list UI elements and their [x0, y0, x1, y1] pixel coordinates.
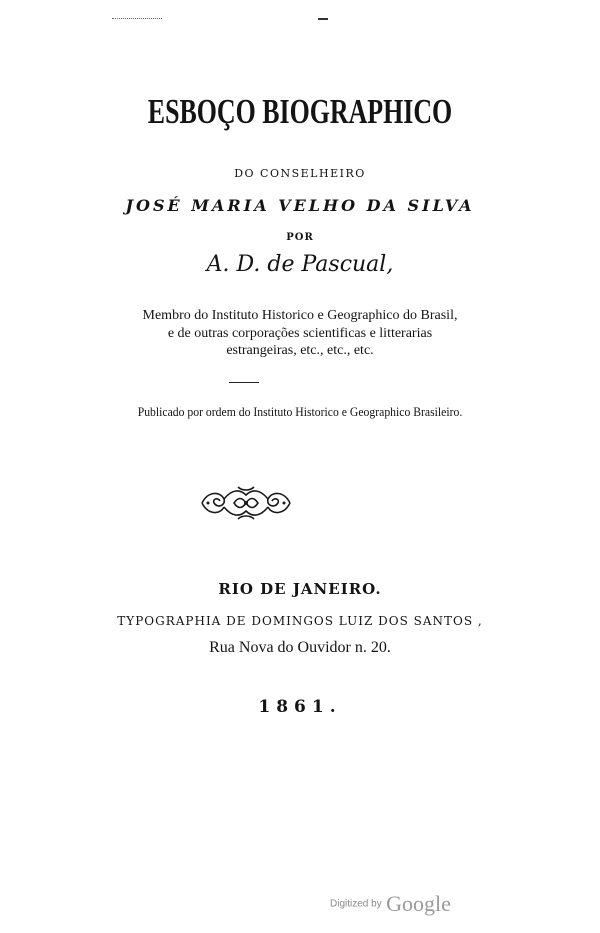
book-title: ESBOÇO BIOGRAPHICO: [147, 92, 453, 131]
credentials-line-3: estrangeiras, etc., etc., etc.: [226, 343, 374, 358]
digitized-watermark: [330, 891, 451, 917]
subject-name: JOSÉ MARIA VELHO DA SILVA: [125, 196, 475, 215]
top-edge-marks: [0, 18, 600, 24]
imprint-printer: TYPOGRAPHIA DE DOMINGOS LUIZ DOS SANTOS ,: [117, 614, 483, 628]
author-name: A. D. de Pascual,: [206, 252, 394, 277]
printer-dots: [112, 18, 162, 19]
imprint-year: 1861.: [258, 697, 342, 717]
imprint-address: Rua Nova do Ouvidor n. 20.: [209, 639, 391, 656]
scrollwork-ornament-icon: [198, 483, 294, 523]
divider-rule: [229, 382, 259, 383]
subtitle-prefix: DO CONSELHEIRO: [234, 167, 366, 180]
by-label: POR: [286, 232, 314, 243]
printer-dash: [318, 18, 328, 20]
digitized-by-label: Digitized by: [330, 898, 382, 910]
google-logo: Google: [386, 891, 451, 916]
credentials-line-1: Membro do Instituto Historico e Geographico do Brasil,: [142, 308, 458, 323]
publication-note: Publicado por ordem do Instituto Historico e Geographico Brasileiro.: [137, 404, 463, 419]
imprint-city: RIO DE JANEIRO.: [218, 580, 382, 598]
credentials-line-2: e de outras corporações scientificas e litterarias: [167, 326, 433, 341]
